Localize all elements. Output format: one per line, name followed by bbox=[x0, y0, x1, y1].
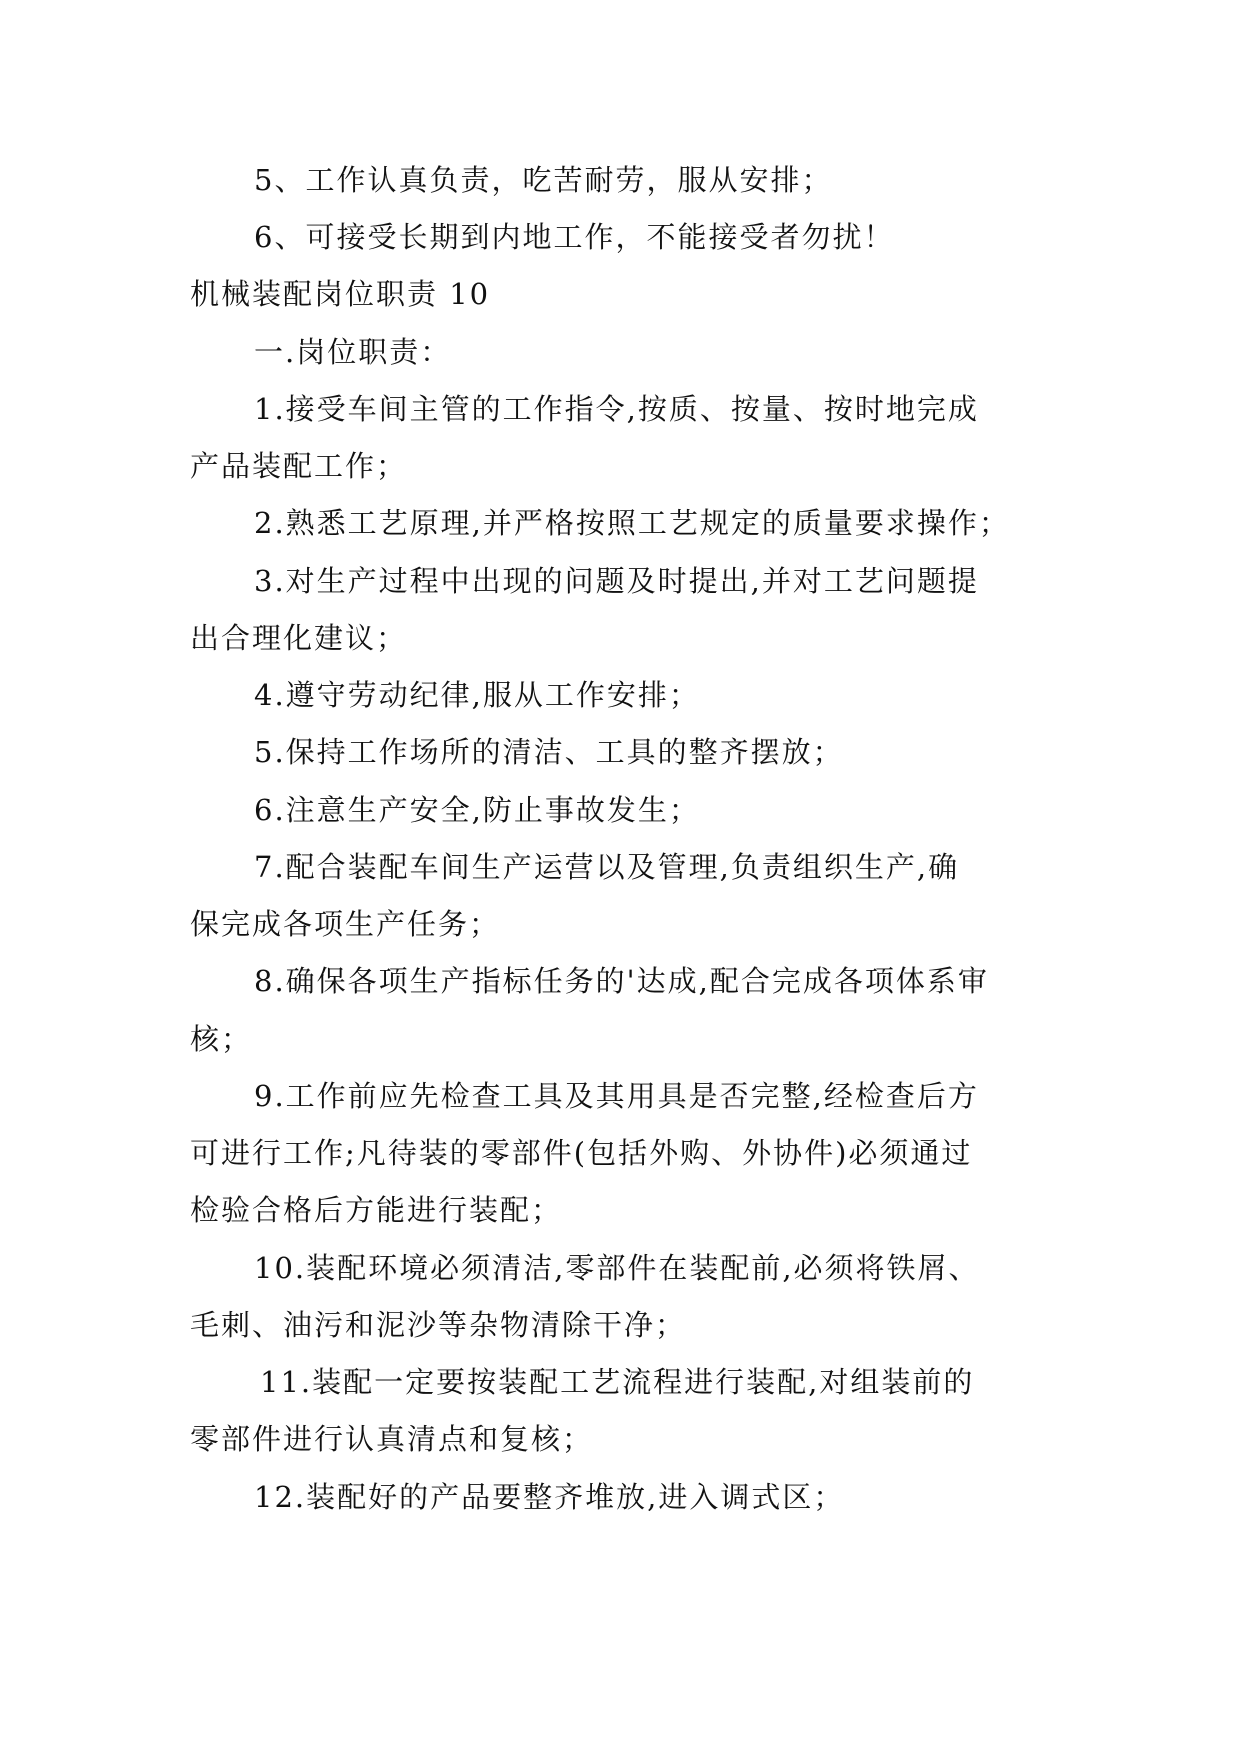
list-item: 7.配合装配车间生产运营以及管理,负责组织生产,确 bbox=[254, 850, 960, 884]
list-item: 11.装配一定要按装配工艺流程进行装配,对组装前的 bbox=[260, 1365, 975, 1399]
list-item: 4.遵守劳动纪律,服从工作安排； bbox=[254, 678, 700, 712]
list-item-continuation: 毛刺、油污和泥沙等杂物清除干净； bbox=[190, 1308, 687, 1342]
list-item-continuation: 核； bbox=[190, 1022, 253, 1056]
text-line: 6、可接受长期到内地工作，不能接受者勿扰！ bbox=[254, 220, 895, 254]
list-item: 9.工作前应先检查工具及其用具是否完整,经检查后方 bbox=[254, 1079, 979, 1113]
list-item-continuation: 零部件进行认真清点和复核； bbox=[190, 1422, 594, 1456]
list-item: 5.保持工作场所的清洁、工具的整齐摆放； bbox=[254, 735, 844, 769]
list-item: 2.熟悉工艺原理,并严格按照工艺规定的质量要求操作； bbox=[254, 506, 1010, 540]
list-item: 10.装配环境必须清洁,零部件在装配前,必须将铁屑、 bbox=[254, 1251, 980, 1285]
list-item-continuation: 产品装配工作； bbox=[190, 449, 408, 483]
subsection-heading: 一.岗位职责： bbox=[254, 335, 452, 369]
list-item: 1.接受车间主管的工作指令,按质、按量、按时地完成 bbox=[254, 392, 979, 426]
list-item-continuation: 出合理化建议； bbox=[190, 621, 408, 655]
list-item: 8.确保各项生产指标任务的'达成,配合完成各项体系审 bbox=[254, 964, 989, 998]
list-item: 12.装配好的产品要整齐堆放,进入调式区； bbox=[254, 1480, 845, 1514]
section-heading: 机械装配岗位职责 10 bbox=[190, 277, 491, 311]
list-item-continuation: 保完成各项生产任务； bbox=[190, 907, 501, 941]
list-item: 6.注意生产安全,防止事故发生； bbox=[254, 793, 700, 827]
list-item: 3.对生产过程中出现的问题及时提出,并对工艺问题提 bbox=[254, 564, 979, 598]
list-item-continuation: 检验合格后方能进行装配； bbox=[190, 1193, 563, 1227]
text-line: 5、工作认真负责，吃苦耐劳，服从安排； bbox=[254, 163, 833, 197]
list-item-continuation: 可进行工作;凡待装的零部件(包括外购、外协件)必须通过 bbox=[190, 1136, 973, 1170]
